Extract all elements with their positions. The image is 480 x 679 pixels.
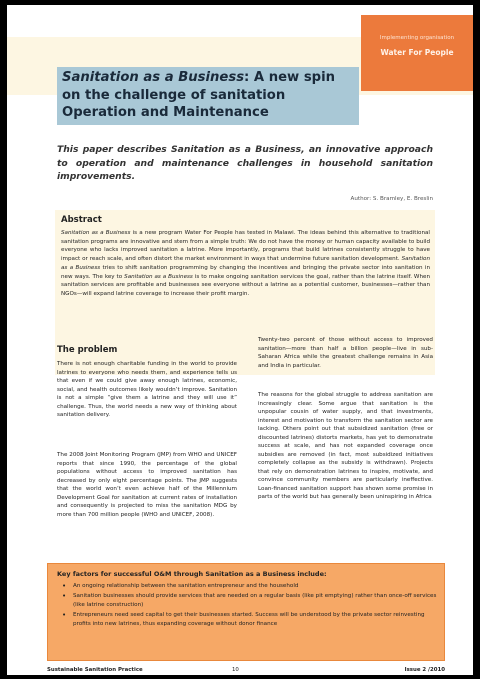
abstract-heading: Abstract <box>61 215 102 225</box>
list-item <box>57 611 439 628</box>
list-item-text: Entrepreneurs need seed capital to get their businesses started. Success will be understood by the private sector reinvesting profits into new latrines, thus expanding coverage without donor finance <box>73 612 425 627</box>
problem-left-paragraph-1: There is not enough charitable funding in the world to provide latrines to everyone who needs them, and experience tells us that even if we could give away enough latrines, economic, social, and health outcomes likely wouldn’t improve. Sanitation is not a simple “give them a latrine and they will use it” challenge. Thus, the world needs a new way of thinking about sanitation delivery. <box>57 361 237 418</box>
problem-right-paragraph-2: The reasons for the global struggle to address sanitation are increasingly clear. Some argue that sanitation is the unpopular cousin of water supply, and that investments, interest and motivation to transform the sanitation sector are lacking. Others point out that subsidized sanitation (free or discounted latrines) distorts markets, has yet to demonstrate success at scale, and has not expanded coverage once subsidies are removed (in fact, most subsidized initiatives completely collapse as the subsidy is withdrawn). Projects that rely on demonstration latrines to inspire, motivate, and convince community members are particularly ineffective. Loan-financed sanitation support has shown some promise in parts of the world but has generally been uninspiring in Africa <box>258 392 433 500</box>
org-label: Implementing organisation <box>379 35 455 41</box>
bullet-icon: • <box>62 592 67 601</box>
abstract-italic-2: Sanitation as a Business <box>61 256 430 271</box>
abstract-italic-1: Sanitation as a Business <box>61 230 131 236</box>
abstract-text <box>61 229 430 299</box>
problem-right-paragraph-1: Twenty-two percent of those without access to improved sanitation—more than half a billion people—live in sub-Saharan Africa while the greatest challenge remains in Asia and India in particular. <box>258 337 433 369</box>
problem-heading: The problem <box>57 345 118 355</box>
title-lead: Sanitation as a Business <box>62 70 245 85</box>
document-page <box>7 5 473 675</box>
list-item-text: An ongoing relationship between the sanitation entrepreneur and the household <box>73 583 299 589</box>
key-factors-box <box>47 563 445 661</box>
organisation-box <box>361 15 473 91</box>
bullet-icon: • <box>62 611 67 620</box>
key-factors-heading: Key factors for successful O&M through Sanitation as a Business include: <box>57 570 327 578</box>
footer-publication: Sustainable Sanitation Practice <box>47 667 143 673</box>
footer-page-number: 10 <box>232 667 239 673</box>
list-item <box>57 592 439 609</box>
footer-issue: Issue 2 /2010 <box>404 667 445 673</box>
org-name: Water For People <box>380 48 454 57</box>
title-box <box>57 67 359 125</box>
abstract-text-2: tries to shift sanitation programming by changing the incentives and bringing the private sector into sanitation in new ways. The key to <box>61 264 431 280</box>
list-item-text: Sanitation businesses should provide services that are needed on a regular basis (like pit emptying) rather than once-off services (like latrine construction) <box>73 593 437 608</box>
abstract-italic-3: Sanitation as a Business <box>124 273 193 280</box>
title-rest: : A new spin on the challenge of sanitation Operation and Maintenance <box>62 70 336 120</box>
abstract-text-3: is to make ongoing sanitation services the goal, rather than the latrine itself. When sanitation services are profitable and businesses see everyone without a latrine as a potential customer, businesses—rather than NGOs—will expand latrine coverage to increase their profit margin. <box>61 273 430 297</box>
intro-paragraph: This paper describes Sanitation as a Business, an innovative approach to operation and maintenance challenges in household sanitation improvements. <box>57 144 433 182</box>
key-factors-list <box>57 582 439 630</box>
problem-left-paragraph-2: The 2008 Joint Monitoring Program (JMP) from WHO and UNICEF reports that since 1990, the percentage of the global populations without access to improved sanitation has decreased by only eight percentage points. The JMP suggests that the world won’t even achieve half of the Millennium Development Goal for sanitation at current rates of installation and consequently is projected to miss the sanitation MDG by more than 700 million people (WHO and UNICEF, 2008). <box>57 452 237 518</box>
authors: Author: S. Bramley, E. Breslin <box>350 196 433 202</box>
bullet-icon: • <box>62 582 67 590</box>
list-item <box>57 582 439 590</box>
page-title <box>62 69 354 122</box>
abstract-text-1: is a new program Water For People has tested in Malawi. The ideas behind this alternative to traditional sanitation programs are innovative and stem from a simple truth: We do not have the money or human capacity available to build everyone who lacks improved sanitation a latrine. More importantly, programs that build latrines consistently struggle to have impact or reach scale, and often distort the market environment in ways that undermine future sanitation development. <box>61 230 430 263</box>
